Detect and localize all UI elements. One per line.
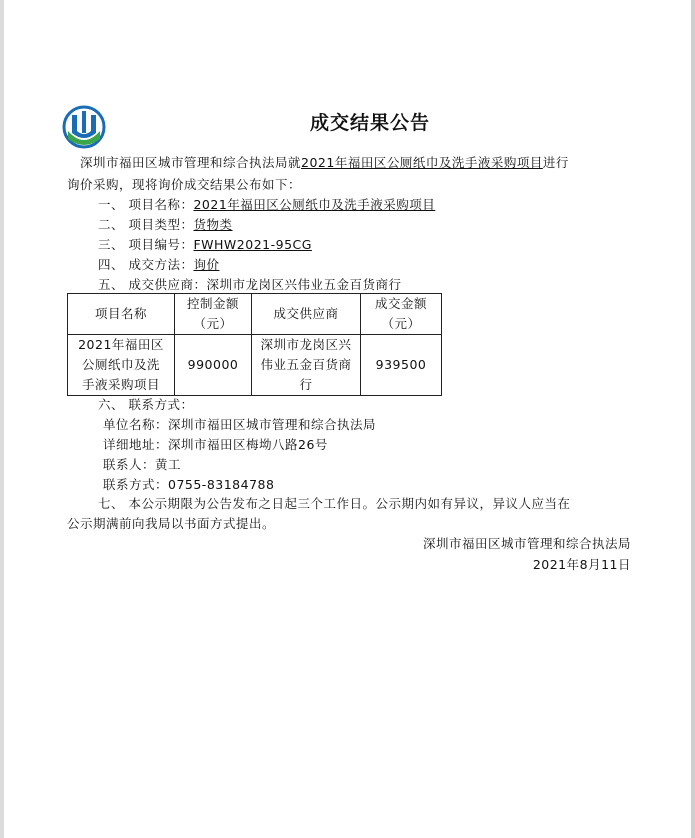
item-project-name — [98, 195, 435, 213]
contact-person: 联系人：黄工 — [103, 457, 182, 472]
intro-line-2: 询价采购，现将询价成交结果公布如下： — [67, 177, 302, 192]
item-deal-method — [98, 255, 220, 273]
header-supplier: 成交供应商 — [252, 294, 361, 335]
notice-line-1: 七、 本公示期限为公告发布之日起三个工作日。公示期内如有异议，异议人应当在 — [98, 496, 571, 511]
intro-project-name: 2021年福田区公厕纸巾及洗手液采购项目 — [301, 155, 543, 170]
contact-unit: 单位名称：深圳市福田区城市管理和综合执法局 — [103, 417, 377, 432]
item-project-type — [98, 215, 233, 233]
result-table — [67, 293, 442, 396]
page-title: 成交结果公告 — [309, 112, 430, 134]
table-header-row — [68, 294, 442, 335]
item-label: 一、 项目名称： — [98, 197, 194, 212]
cell-deal-amount: 939500 — [361, 335, 442, 396]
intro-prefix: 深圳市福田区城市管理和综合执法局就 — [80, 155, 302, 170]
notice-line-2: 公示期满前向我局以书面方式提出。 — [67, 516, 276, 531]
item-label: 三、 项目编号： — [98, 237, 194, 252]
item-supplier — [98, 275, 402, 293]
item-value: 询价 — [193, 257, 220, 272]
cell-project-name: 2021年福田区 公厕纸巾及洗 手液采购项目 — [68, 335, 175, 396]
item-value: 2021年福田区公厕纸巾及洗手液采购项目 — [193, 197, 436, 212]
item-value: 货物类 — [193, 217, 233, 232]
header-deal-amount: 成交金额 （元） — [361, 294, 442, 335]
intro-line-1 — [80, 153, 569, 171]
item-project-number — [98, 235, 312, 253]
cell-supplier: 深圳市龙岗区兴 伟业五金百货商 行 — [252, 335, 361, 396]
table-row — [68, 335, 442, 396]
item-value: 深圳市龙岗区兴伟业五金百货商行 — [206, 277, 402, 292]
signature-date: 2021年8月11日 — [532, 557, 631, 572]
signature-org: 深圳市福田区城市管理和综合执法局 — [422, 536, 631, 551]
header-project-name: 项目名称 — [68, 294, 175, 335]
contact-heading: 六、 联系方式： — [98, 397, 194, 412]
cell-control-amount: 990000 — [175, 335, 252, 396]
contact-phone: 联系方式：0755-83184788 — [103, 477, 275, 492]
item-label: 五、 成交供应商： — [98, 277, 207, 292]
item-value: FWHW2021-95CG — [193, 237, 312, 252]
header-control-amount: 控制金额 （元） — [175, 294, 252, 335]
item-label: 四、 成交方法： — [98, 257, 194, 272]
intro-suffix: 进行 — [542, 155, 569, 170]
contact-address: 详细地址：深圳市福田区梅坳八路26号 — [103, 437, 328, 452]
item-label: 二、 项目类型： — [98, 217, 194, 232]
